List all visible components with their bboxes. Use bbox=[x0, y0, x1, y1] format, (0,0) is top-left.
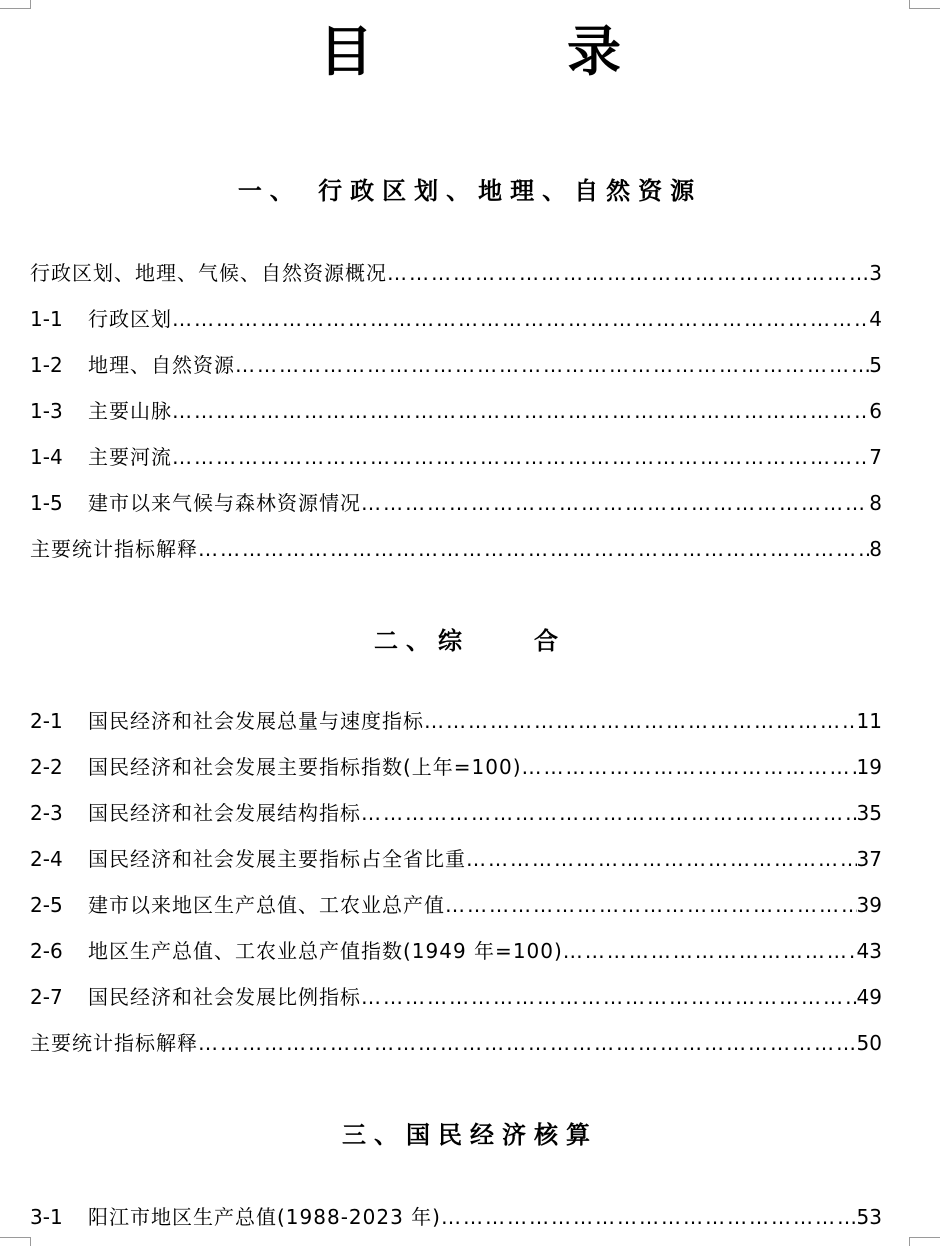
toc-entry-text: 主要统计指标解释 bbox=[30, 1031, 198, 1055]
toc-entry-text: 国民经济和社会发展主要指标占全省比重 bbox=[88, 847, 466, 871]
toc-entry-page: 43 bbox=[856, 939, 882, 963]
toc-entry-number: 2-5 bbox=[30, 893, 63, 917]
toc-entry-text: 国民经济和社会发展比例指标 bbox=[88, 985, 361, 1009]
toc-entry-number: 1-3 bbox=[30, 399, 63, 423]
toc-entry-number: 2-6 bbox=[30, 939, 63, 963]
dot-leader bbox=[361, 488, 869, 518]
toc-entry[interactable] bbox=[30, 798, 882, 828]
toc-entry-number: 2-2 bbox=[30, 755, 63, 779]
toc-entry-page: 39 bbox=[856, 893, 882, 917]
dot-leader bbox=[198, 534, 869, 564]
section-heading: 三、国民经济核算 bbox=[342, 1120, 598, 1149]
toc-entry-page: 3 bbox=[869, 261, 882, 285]
toc-entry-page: 8 bbox=[869, 491, 882, 515]
toc-entry-page: 5 bbox=[869, 353, 882, 377]
dot-leader bbox=[424, 706, 857, 736]
toc-entry[interactable] bbox=[30, 488, 882, 518]
toc-entry-number: 2-1 bbox=[30, 709, 63, 733]
section-heading: 一、 行政区划、地理、自然资源 bbox=[237, 176, 703, 205]
toc-entry-number: 1-5 bbox=[30, 491, 63, 515]
toc-entry-number: 3-1 bbox=[30, 1205, 63, 1229]
toc-entry-page: 19 bbox=[856, 755, 882, 779]
toc-entry[interactable] bbox=[30, 982, 882, 1012]
toc-entry[interactable] bbox=[30, 1202, 882, 1232]
toc-entry-number: 2-4 bbox=[30, 847, 63, 871]
toc-entry[interactable] bbox=[30, 890, 882, 920]
dot-leader bbox=[441, 1202, 857, 1232]
toc-entry-page: 37 bbox=[856, 847, 882, 871]
dot-leader bbox=[522, 752, 857, 782]
toc-entry-text: 主要河流 bbox=[88, 445, 172, 469]
dot-leader bbox=[235, 350, 869, 380]
toc-entry[interactable] bbox=[30, 752, 882, 782]
toc-entry-number: 2-7 bbox=[30, 985, 63, 1009]
toc-entry[interactable] bbox=[30, 258, 882, 288]
section-heading: 二、综 合 bbox=[374, 626, 566, 655]
dot-leader bbox=[361, 982, 857, 1012]
toc-entry[interactable] bbox=[30, 844, 882, 874]
toc-entry[interactable] bbox=[30, 534, 882, 564]
toc-entry-number: 2-3 bbox=[30, 801, 63, 825]
dot-leader bbox=[387, 258, 869, 288]
toc-entry-page: 8 bbox=[869, 537, 882, 561]
toc-entry-text: 行政区划、地理、气候、自然资源概况 bbox=[30, 261, 387, 285]
toc-entry-text: 阳江市地区生产总值(1988-2023 年) bbox=[88, 1205, 441, 1229]
dot-leader bbox=[172, 304, 869, 334]
toc-entry-text: 地区生产总值、工农业总产值指数(1949 年=100) bbox=[88, 939, 563, 963]
dot-leader bbox=[563, 936, 857, 966]
toc-entry[interactable] bbox=[30, 706, 882, 736]
crop-mark-bottom-right bbox=[909, 1237, 940, 1246]
crop-mark-bottom-left bbox=[0, 1237, 31, 1246]
toc-entry[interactable] bbox=[30, 304, 882, 334]
dot-leader bbox=[445, 890, 857, 920]
toc-entry-page: 4 bbox=[869, 307, 882, 331]
toc-entry-text: 建市以来气候与森林资源情况 bbox=[88, 491, 361, 515]
toc-entry-page: 7 bbox=[869, 445, 882, 469]
toc-entry-number: 1-1 bbox=[30, 307, 63, 331]
toc-entry-text: 地理、自然资源 bbox=[88, 353, 235, 377]
toc-entry-number: 1-2 bbox=[30, 353, 63, 377]
toc-entry-text: 国民经济和社会发展主要指标指数(上年=100) bbox=[88, 755, 522, 779]
toc-entry[interactable] bbox=[30, 350, 882, 380]
dot-leader bbox=[361, 798, 857, 828]
dot-leader bbox=[198, 1028, 857, 1058]
crop-mark-top-left bbox=[0, 0, 31, 9]
toc-entry-text: 主要山脉 bbox=[88, 399, 172, 423]
dot-leader bbox=[466, 844, 857, 874]
toc-entry-page: 49 bbox=[856, 985, 882, 1009]
toc-entry[interactable] bbox=[30, 1028, 882, 1058]
toc-entry[interactable] bbox=[30, 442, 882, 472]
dot-leader bbox=[172, 442, 869, 472]
crop-mark-top-right bbox=[909, 0, 940, 9]
toc-entry-page: 53 bbox=[856, 1205, 882, 1229]
toc-entry-text: 国民经济和社会发展结构指标 bbox=[88, 801, 361, 825]
toc-entry-text: 建市以来地区生产总值、工农业总产值 bbox=[88, 893, 445, 917]
toc-entry[interactable] bbox=[30, 936, 882, 966]
dot-leader bbox=[172, 396, 869, 426]
toc-entry-page: 35 bbox=[856, 801, 882, 825]
toc-entry-page: 6 bbox=[869, 399, 882, 423]
toc-entry-text: 行政区划 bbox=[88, 307, 172, 331]
toc-entry-text: 主要统计指标解释 bbox=[30, 537, 198, 561]
toc-entry[interactable] bbox=[30, 396, 882, 426]
page-title: 目 录 bbox=[319, 20, 691, 83]
toc-entry-text: 国民经济和社会发展总量与速度指标 bbox=[88, 709, 424, 733]
toc-entry-number: 1-4 bbox=[30, 445, 63, 469]
toc-entry-page: 50 bbox=[856, 1031, 882, 1055]
toc-entry-page: 11 bbox=[856, 709, 882, 733]
